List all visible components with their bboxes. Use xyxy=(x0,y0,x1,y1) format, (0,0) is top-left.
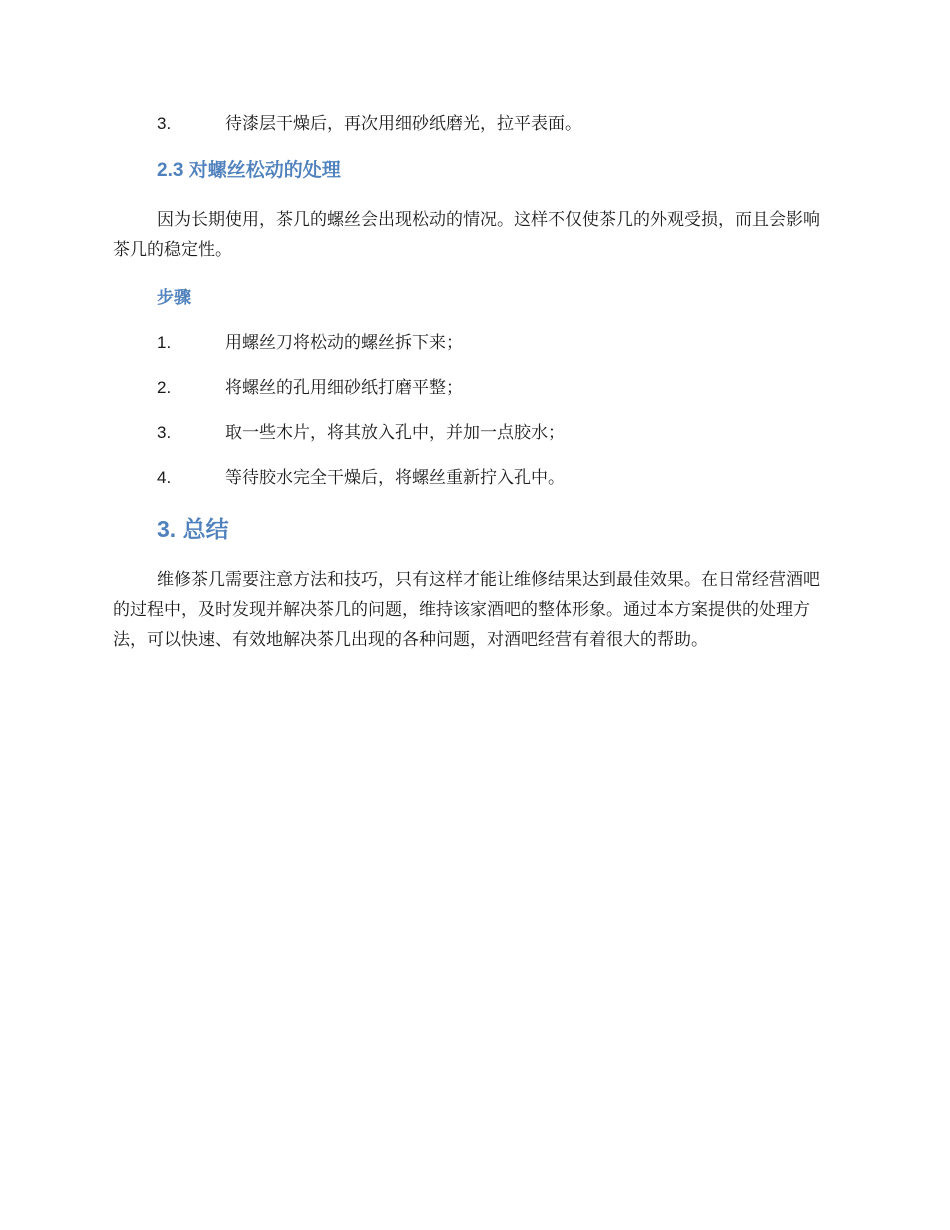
section-heading-2-3: 2.3 对螺丝松动的处理 xyxy=(157,160,341,181)
section-heading-3: 3. 总结 xyxy=(157,516,229,542)
list-number: 3. xyxy=(157,423,172,442)
list-item xyxy=(157,111,582,137)
steps-heading: 步骤 xyxy=(157,288,191,308)
list-text: 等待胶水完全干燥后，将螺丝重新拧入孔中。 xyxy=(225,468,565,488)
list-number: 4. xyxy=(157,468,172,487)
list-number: 2. xyxy=(157,378,172,397)
list-text: 将螺丝的孔用细砂纸打磨平整； xyxy=(225,378,463,398)
list-number: 3. xyxy=(157,114,172,133)
list-text: 用螺丝刀将松动的螺丝拆下来； xyxy=(225,333,463,353)
list-text: 待漆层干燥后，再次用细砂纸磨光，拉平表面。 xyxy=(225,114,582,134)
list-number: 1. xyxy=(157,333,172,352)
section-3-paragraph xyxy=(113,565,833,655)
list-item xyxy=(157,375,463,401)
list-item xyxy=(157,330,463,356)
list-item xyxy=(157,465,565,491)
section-2-3-paragraph xyxy=(113,205,833,265)
list-item xyxy=(157,420,565,446)
paragraph-text: 因为长期使用，茶几的螺丝会出现松动的情况。这样不仅使茶几的外观受损，而且会影响茶几的稳定性。 xyxy=(113,210,820,260)
paragraph-text: 维修茶几需要注意方法和技巧，只有这样才能让维修结果达到最佳效果。在日常经营酒吧的过程中，及时发现并解决茶几的问题，维持该家酒吧的整体形象。通过本方案提供的处理方法，可以快速、有效地解决茶几出现的各种问题，对酒吧经营有着很大的帮助。 xyxy=(113,570,820,650)
list-text: 取一些木片，将其放入孔中，并加一点胶水； xyxy=(225,423,565,443)
